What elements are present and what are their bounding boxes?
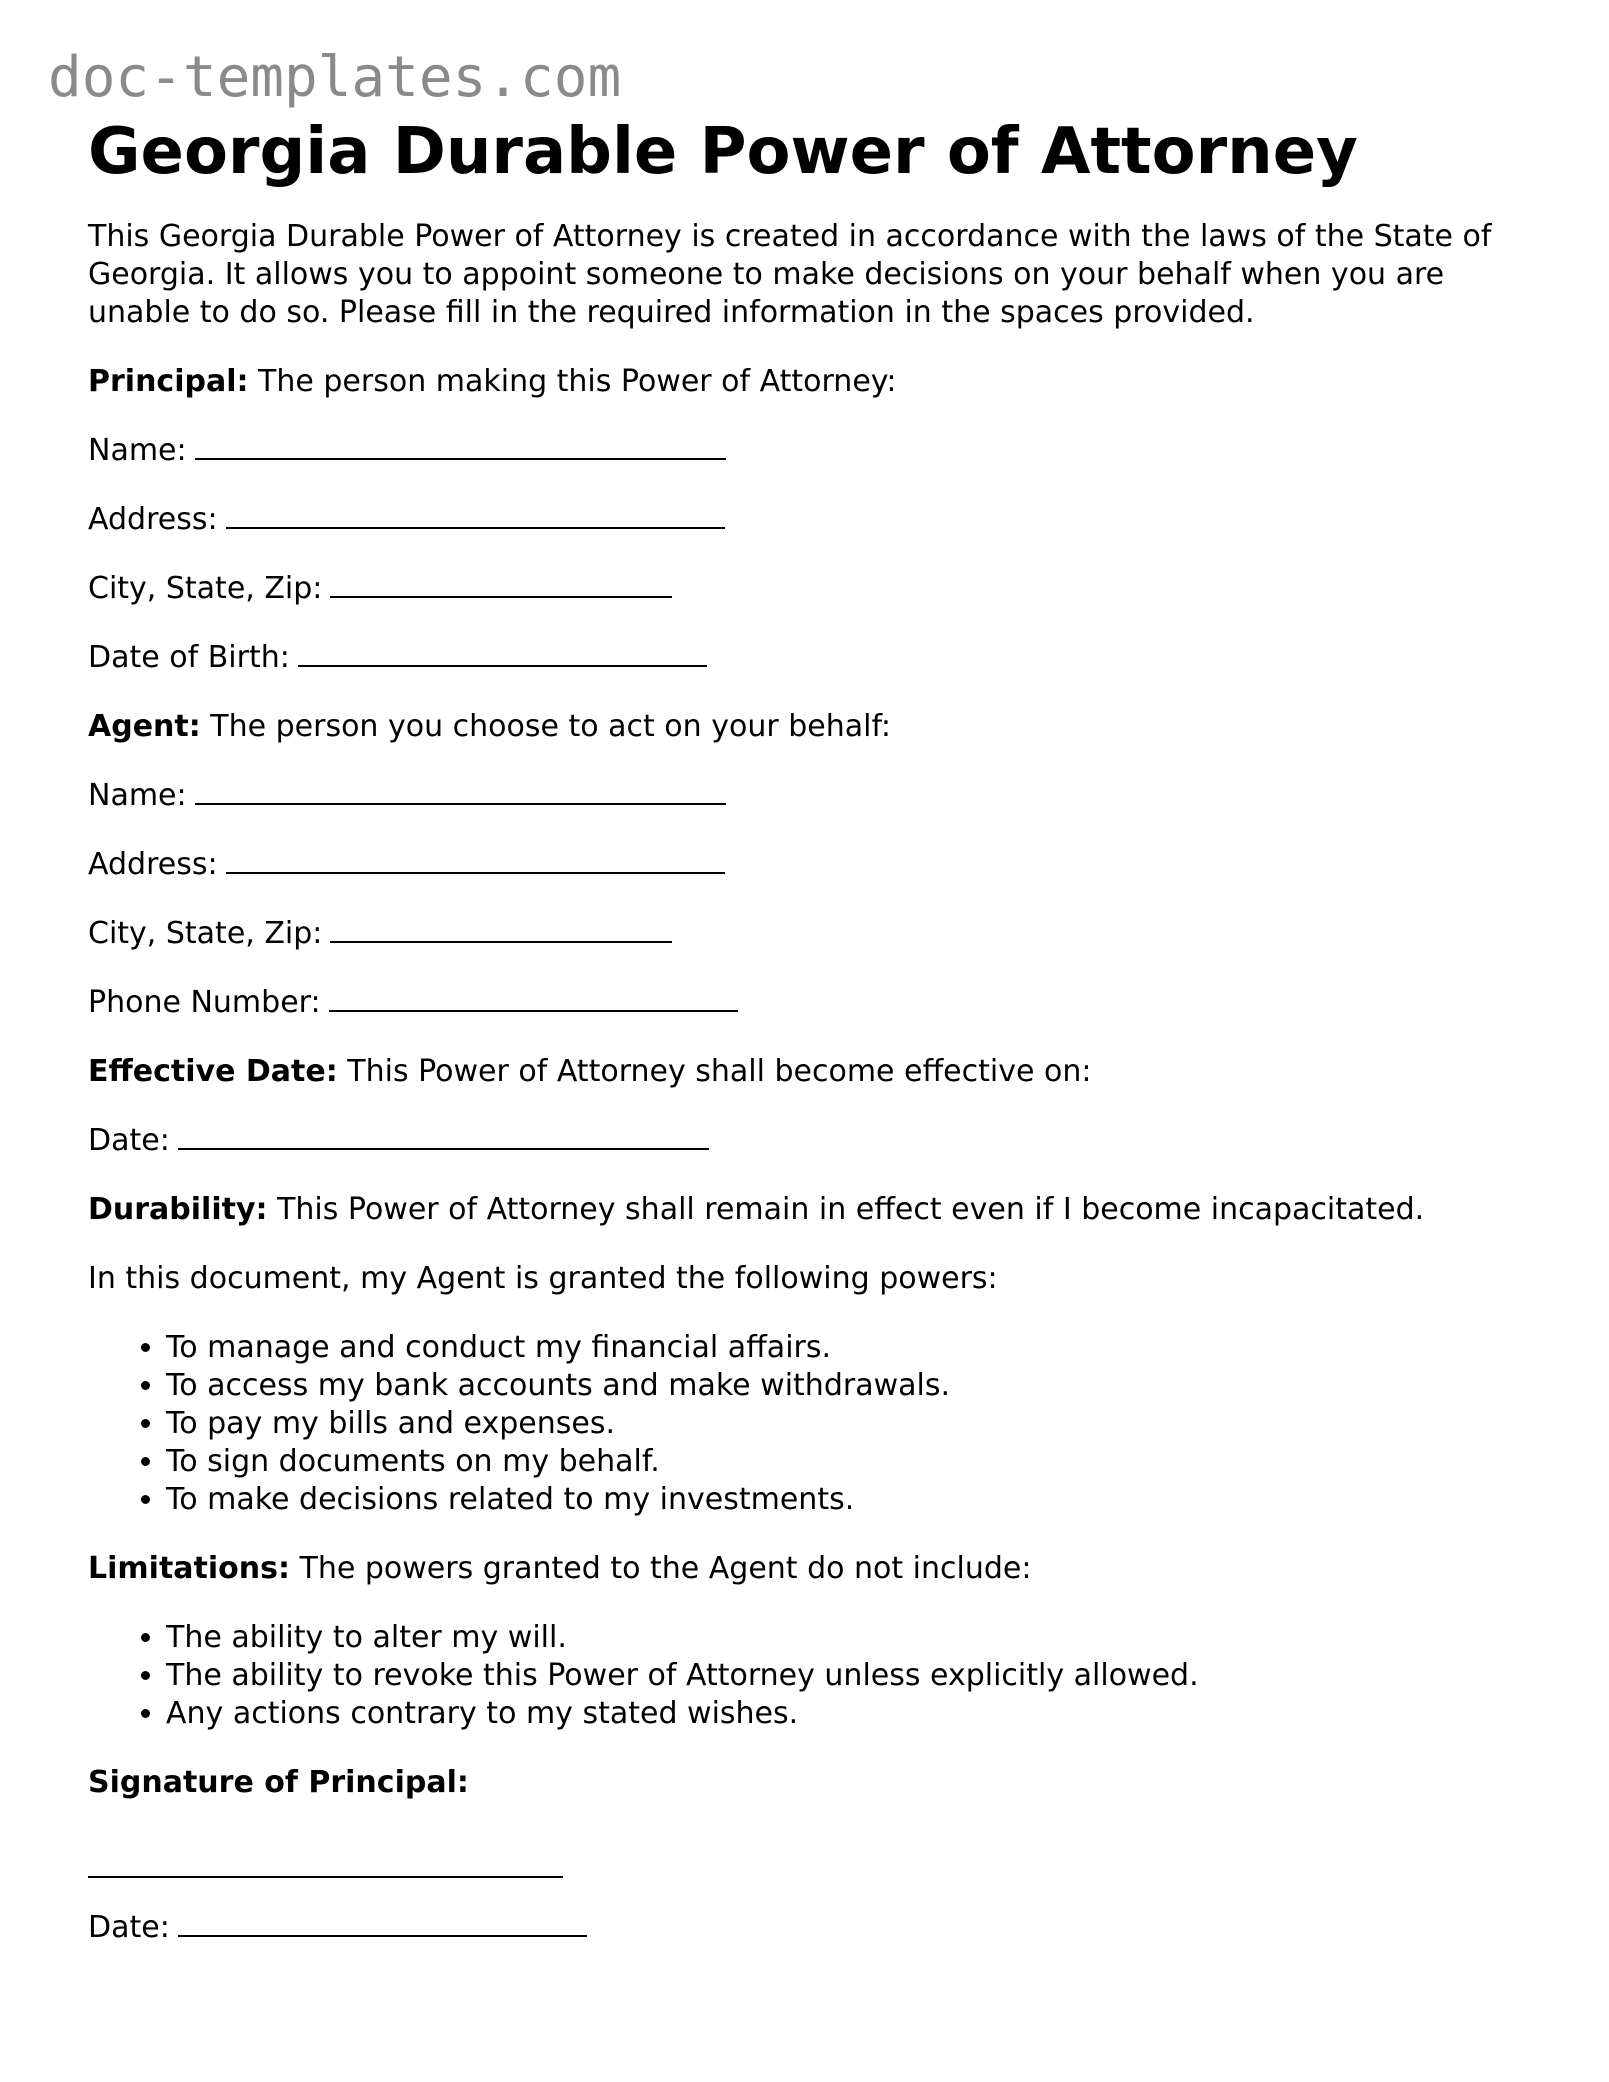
list-item: • To pay my bills and expenses. <box>166 1405 1528 1443</box>
agent-phone-field <box>88 984 1528 1022</box>
agent-phone-blank[interactable] <box>329 986 738 1012</box>
principal-city-label: City, State, Zip: <box>88 571 323 606</box>
principal-name-field <box>88 432 1528 470</box>
signature-heading: Signature of Principal: <box>88 1765 469 1800</box>
principal-address-blank[interactable] <box>226 503 725 529</box>
effective-date-label: Date: <box>88 1123 170 1158</box>
list-item: • To sign documents on my behalf. <box>166 1443 1528 1481</box>
agent-address-label: Address: <box>88 847 218 882</box>
agent-address-field <box>88 846 1528 884</box>
effective-description: This Power of Attorney shall become effective on: <box>347 1054 1092 1089</box>
agent-name-field <box>88 777 1528 815</box>
agent-heading: Agent: <box>88 709 201 744</box>
principal-dob-field <box>88 639 1528 677</box>
powers-list <box>88 1329 1528 1519</box>
list-item: • The ability to revoke this Power of Attorney unless explicitly allowed. <box>166 1657 1528 1695</box>
principal-description: The person making this Power of Attorney: <box>258 364 897 399</box>
principal-heading: Principal: <box>88 364 249 399</box>
list-item: • To manage and conduct my financial affairs. <box>166 1329 1528 1367</box>
list-item: • To access my bank accounts and make withdrawals. <box>166 1367 1528 1405</box>
durability-heading: Durability: <box>88 1192 268 1227</box>
effective-date-field <box>88 1122 1528 1160</box>
effective-heading: Effective Date: <box>88 1054 338 1089</box>
principal-dob-blank[interactable] <box>298 641 707 667</box>
list-item: • Any actions contrary to my stated wishes. <box>166 1695 1528 1733</box>
principal-city-field <box>88 570 1528 608</box>
signature-blank[interactable] <box>88 1852 563 1878</box>
agent-heading-line <box>88 708 1528 746</box>
signature-date-field <box>88 1909 1528 1947</box>
signature-heading-line <box>88 1764 1528 1802</box>
list-item: • To make decisions related to my investments. <box>166 1481 1528 1519</box>
principal-address-label: Address: <box>88 502 218 537</box>
limitations-description: The powers granted to the Agent do not include: <box>299 1551 1032 1586</box>
intro-paragraph: This Georgia Durable Power of Attorney is created in accordance with the laws of the State of Georgia. It allows you to appoint someone to make decisions on your behalf when you are unable to do so. Please fill in the required information in the spaces provided. <box>88 219 1492 330</box>
agent-name-label: Name: <box>88 778 187 813</box>
limitations-heading-line <box>88 1550 1528 1588</box>
list-item: • The ability to alter my will. <box>166 1619 1528 1657</box>
principal-heading-line <box>88 363 1528 401</box>
durability-description: This Power of Attorney shall remain in effect even if I become incapacitated. <box>277 1192 1425 1227</box>
principal-dob-label: Date of Birth: <box>88 640 290 675</box>
agent-city-blank[interactable] <box>330 917 672 943</box>
agent-name-blank[interactable] <box>195 779 726 805</box>
limitations-list <box>88 1619 1528 1733</box>
effective-date-blank[interactable] <box>178 1124 709 1150</box>
agent-description: The person you choose to act on your behalf: <box>210 709 892 744</box>
principal-name-label: Name: <box>88 433 187 468</box>
agent-address-blank[interactable] <box>226 848 725 874</box>
agent-city-label: City, State, Zip: <box>88 916 323 951</box>
signature-date-label: Date: <box>88 1910 170 1945</box>
agent-city-field <box>88 915 1528 953</box>
agent-phone-label: Phone Number: <box>88 985 321 1020</box>
limitations-heading: Limitations: <box>88 1551 290 1586</box>
document-page <box>88 108 1528 1947</box>
principal-address-field <box>88 501 1528 539</box>
effective-heading-line <box>88 1053 1528 1091</box>
page-title: Georgia Durable Power of Attorney <box>88 115 1358 189</box>
durability-line <box>88 1191 1528 1229</box>
powers-intro: In this document, my Agent is granted the following powers: <box>88 1261 998 1296</box>
principal-name-blank[interactable] <box>195 434 726 460</box>
principal-city-blank[interactable] <box>330 572 672 598</box>
signature-date-blank[interactable] <box>178 1911 587 1937</box>
watermark: doc-templates.com <box>48 45 622 110</box>
